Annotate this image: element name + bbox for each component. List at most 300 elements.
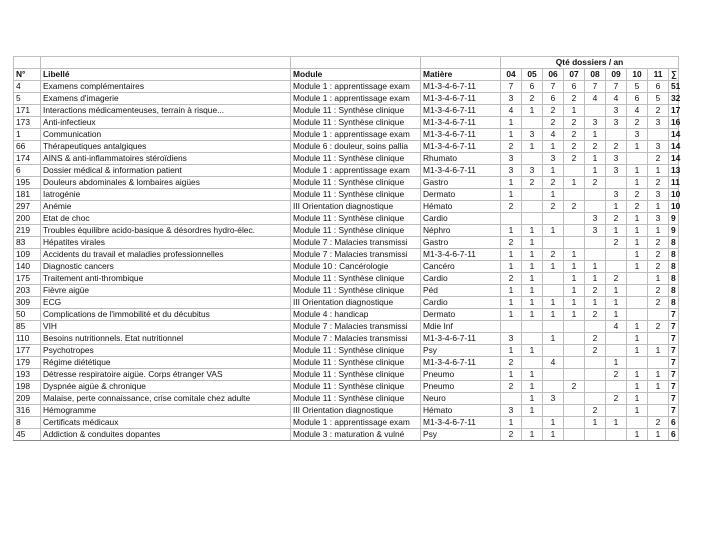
cell-label[interactable]: Thérapeutiques antalgiques — [41, 141, 291, 153]
cell-label[interactable]: Besoins nutritionnels. Etat nutritionnel — [41, 333, 291, 345]
cell-subject[interactable]: Péd — [421, 285, 501, 297]
cell-year-count[interactable]: 1 — [606, 297, 627, 309]
cell-num[interactable]: 6 — [14, 165, 41, 177]
cell-total[interactable]: 13 — [669, 165, 679, 177]
table-row[interactable] — [14, 225, 679, 237]
cell-label[interactable]: Traitement anti-thrombique — [41, 273, 291, 285]
cell-year-count[interactable] — [648, 309, 669, 321]
cell-total[interactable]: 8 — [669, 273, 679, 285]
cell-year-count[interactable] — [522, 201, 543, 213]
cell-year-count[interactable]: 2 — [543, 177, 564, 189]
cell-subject[interactable]: Cardio — [421, 297, 501, 309]
cell-year-count[interactable]: 1 — [522, 297, 543, 309]
cell-year-count[interactable]: 1 — [627, 321, 648, 333]
cell-subject[interactable]: Dermato — [421, 309, 501, 321]
table-row[interactable] — [14, 333, 679, 345]
cell-module[interactable]: Module 1 : apprentissage exam — [291, 417, 421, 429]
cell-num[interactable]: 4 — [14, 81, 41, 93]
cell-module[interactable]: III Orientation diagnostique — [291, 297, 421, 309]
cell-subject[interactable]: Pneumo — [421, 381, 501, 393]
cell-year-count[interactable]: 1 — [648, 273, 669, 285]
cell-year-count[interactable] — [501, 213, 522, 225]
cell-year-count[interactable]: 3 — [606, 165, 627, 177]
cell-year-count[interactable]: 5 — [648, 93, 669, 105]
cell-year-count[interactable]: 1 — [648, 369, 669, 381]
col-header-label[interactable]: Libellé — [41, 69, 291, 81]
cell-year-count[interactable] — [648, 129, 669, 141]
cell-year-count[interactable]: 2 — [543, 201, 564, 213]
cell-year-count[interactable] — [564, 417, 585, 429]
cell-module[interactable]: Module 11 : Synthèse clinique — [291, 225, 421, 237]
table-row[interactable] — [14, 129, 679, 141]
cell-year-count[interactable] — [648, 393, 669, 405]
cell-year-count[interactable]: 1 — [543, 141, 564, 153]
cell-year-count[interactable]: 1 — [501, 129, 522, 141]
cell-year-count[interactable]: 6 — [648, 81, 669, 93]
cell-year-count[interactable]: 4 — [606, 93, 627, 105]
cell-year-count[interactable]: 1 — [543, 261, 564, 273]
cell-year-count[interactable] — [606, 345, 627, 357]
cell-year-count[interactable]: 1 — [522, 345, 543, 357]
cell-module[interactable]: Module 10 : Cancérologie — [291, 261, 421, 273]
cell-year-count[interactable]: 2 — [501, 237, 522, 249]
cell-label[interactable]: Psychotropes — [41, 345, 291, 357]
cell-year-count[interactable]: 2 — [501, 141, 522, 153]
cell-year-count[interactable] — [585, 381, 606, 393]
cell-year-count[interactable] — [564, 237, 585, 249]
cell-year-count[interactable] — [585, 249, 606, 261]
cell-year-count[interactable] — [543, 345, 564, 357]
cell-year-count[interactable]: 1 — [501, 177, 522, 189]
cell-year-count[interactable]: 1 — [585, 261, 606, 273]
cell-year-count[interactable]: 1 — [543, 309, 564, 321]
cell-year-count[interactable] — [522, 333, 543, 345]
cell-year-count[interactable]: 2 — [585, 285, 606, 297]
table-row[interactable] — [14, 417, 679, 429]
cell-subject[interactable]: M1-3-4-6-7-11 — [421, 357, 501, 369]
cell-num[interactable]: 45 — [14, 429, 41, 441]
table-row[interactable] — [14, 189, 679, 201]
cell-year-count[interactable]: 3 — [522, 129, 543, 141]
cell-module[interactable]: Module 11 : Synthèse clinique — [291, 369, 421, 381]
cell-year-count[interactable]: 1 — [606, 285, 627, 297]
cell-year-count[interactable]: 2 — [627, 117, 648, 129]
cell-total[interactable]: 7 — [669, 405, 679, 417]
cell-year-count[interactable]: 1 — [606, 357, 627, 369]
cell-total[interactable]: 10 — [669, 201, 679, 213]
cell-total[interactable]: 7 — [669, 321, 679, 333]
cell-year-count[interactable]: 3 — [627, 129, 648, 141]
cell-module[interactable]: III Orientation diagnostique — [291, 405, 421, 417]
cell-subject[interactable]: Psy — [421, 429, 501, 441]
cell-year-count[interactable] — [522, 189, 543, 201]
cell-year-count[interactable]: 1 — [627, 141, 648, 153]
cell-year-count[interactable]: 2 — [585, 333, 606, 345]
cell-total[interactable]: 10 — [669, 189, 679, 201]
cell-year-count[interactable] — [564, 357, 585, 369]
cell-year-count[interactable]: 1 — [585, 273, 606, 285]
cell-label[interactable]: Troubles équilibre acido-basique & désordres hydro-élec. — [41, 225, 291, 237]
cell-total[interactable]: 8 — [669, 237, 679, 249]
cell-year-count[interactable]: 2 — [501, 429, 522, 441]
cell-num[interactable]: 200 — [14, 213, 41, 225]
cell-label[interactable]: AINS & anti-inflammatoires stéroïdiens — [41, 153, 291, 165]
cell-label[interactable]: Régime diététique — [41, 357, 291, 369]
cell-subject[interactable]: Pneumo — [421, 369, 501, 381]
cell-year-count[interactable]: 3 — [501, 153, 522, 165]
cell-year-count[interactable]: 4 — [543, 357, 564, 369]
cell-num[interactable]: 50 — [14, 309, 41, 321]
cell-year-count[interactable]: 2 — [564, 129, 585, 141]
cell-year-count[interactable]: 1 — [627, 381, 648, 393]
cell-year-count[interactable]: 1 — [585, 165, 606, 177]
cell-year-count[interactable] — [522, 417, 543, 429]
cell-module[interactable]: Module 7 : Malacies transmissi — [291, 321, 421, 333]
cell-year-count[interactable] — [585, 237, 606, 249]
cell-module[interactable]: Module 1 : apprentissage exam — [291, 165, 421, 177]
cell-year-count[interactable]: 4 — [543, 129, 564, 141]
cell-year-count[interactable]: 1 — [522, 393, 543, 405]
col-header-year[interactable]: 08 — [585, 69, 606, 81]
cell-subject[interactable]: M1-3-4-6-7-11 — [421, 93, 501, 105]
cell-year-count[interactable]: 6 — [543, 93, 564, 105]
cell-year-count[interactable]: 1 — [501, 297, 522, 309]
cell-module[interactable]: Module 11 : Synthèse clinique — [291, 381, 421, 393]
cell-subject[interactable]: Cardio — [421, 213, 501, 225]
cell-year-count[interactable]: 4 — [606, 321, 627, 333]
cell-year-count[interactable]: 1 — [606, 309, 627, 321]
cell-year-count[interactable]: 2 — [543, 105, 564, 117]
cell-num[interactable]: 83 — [14, 237, 41, 249]
cell-module[interactable]: Module 11 : Synthèse clinique — [291, 213, 421, 225]
cell-module[interactable]: Module 11 : Synthèse clinique — [291, 393, 421, 405]
cell-total[interactable]: 7 — [669, 345, 679, 357]
cell-total[interactable]: 7 — [669, 357, 679, 369]
cell-year-count[interactable] — [564, 393, 585, 405]
cell-subject[interactable]: Néphro — [421, 225, 501, 237]
cell-num[interactable]: 110 — [14, 333, 41, 345]
cell-year-count[interactable] — [606, 129, 627, 141]
cell-year-count[interactable]: 1 — [585, 153, 606, 165]
cell-year-count[interactable]: 3 — [606, 117, 627, 129]
cell-year-count[interactable]: 3 — [648, 213, 669, 225]
table-row[interactable] — [14, 213, 679, 225]
cell-num[interactable]: 175 — [14, 273, 41, 285]
cell-module[interactable]: Module 4 : handicap — [291, 309, 421, 321]
cell-year-count[interactable]: 1 — [522, 429, 543, 441]
table-row[interactable] — [14, 285, 679, 297]
cell-num[interactable]: 297 — [14, 201, 41, 213]
cell-total[interactable]: 7 — [669, 333, 679, 345]
cell-year-count[interactable]: 2 — [606, 141, 627, 153]
cell-label[interactable]: Complications de l'immobilité et du décubitus — [41, 309, 291, 321]
table-row[interactable] — [14, 309, 679, 321]
cell-year-count[interactable]: 2 — [648, 237, 669, 249]
cell-year-count[interactable]: 2 — [648, 153, 669, 165]
cell-module[interactable]: Module 11 : Synthèse clinique — [291, 117, 421, 129]
cell-year-count[interactable] — [585, 189, 606, 201]
cell-year-count[interactable] — [564, 429, 585, 441]
cell-year-count[interactable]: 1 — [522, 261, 543, 273]
cell-label[interactable]: Anti-infectieux — [41, 117, 291, 129]
cell-year-count[interactable]: 3 — [648, 141, 669, 153]
cell-year-count[interactable]: 1 — [522, 237, 543, 249]
cell-year-count[interactable]: 1 — [564, 273, 585, 285]
cell-year-count[interactable]: 2 — [606, 213, 627, 225]
cell-year-count[interactable]: 2 — [648, 285, 669, 297]
cell-label[interactable]: Interactions médicamenteuses, terrain à risque... — [41, 105, 291, 117]
cell-subject[interactable]: Rhumato — [421, 153, 501, 165]
cell-module[interactable]: Module 1 : apprentissage exam — [291, 129, 421, 141]
cell-year-count[interactable]: 2 — [606, 273, 627, 285]
cell-year-count[interactable]: 2 — [648, 105, 669, 117]
cell-subject[interactable]: Cardio — [421, 273, 501, 285]
table-row[interactable] — [14, 345, 679, 357]
cell-year-count[interactable] — [564, 405, 585, 417]
cell-year-count[interactable] — [606, 333, 627, 345]
cell-year-count[interactable]: 1 — [627, 261, 648, 273]
cell-year-count[interactable]: 3 — [543, 393, 564, 405]
cell-year-count[interactable] — [564, 165, 585, 177]
cell-total[interactable]: 6 — [669, 417, 679, 429]
cell-year-count[interactable]: 3 — [501, 165, 522, 177]
cell-year-count[interactable]: 2 — [564, 93, 585, 105]
table-row[interactable] — [14, 381, 679, 393]
cell-year-count[interactable] — [627, 297, 648, 309]
table-row[interactable] — [14, 93, 679, 105]
cell-num[interactable]: 109 — [14, 249, 41, 261]
cell-year-count[interactable]: 2 — [648, 177, 669, 189]
cell-year-count[interactable] — [585, 357, 606, 369]
cell-year-count[interactable]: 3 — [501, 405, 522, 417]
cell-num[interactable]: 179 — [14, 357, 41, 369]
cell-total[interactable]: 9 — [669, 225, 679, 237]
cell-year-count[interactable]: 1 — [648, 345, 669, 357]
cell-year-count[interactable]: 1 — [648, 225, 669, 237]
cell-year-count[interactable] — [606, 405, 627, 417]
cell-year-count[interactable] — [501, 393, 522, 405]
cell-total[interactable]: 51 — [669, 81, 679, 93]
cell-year-count[interactable] — [522, 321, 543, 333]
cell-subject[interactable]: Psy — [421, 345, 501, 357]
cell-module[interactable]: Module 11 : Synthèse clinique — [291, 285, 421, 297]
cell-subject[interactable]: Mdie Inf — [421, 321, 501, 333]
cell-total[interactable]: 9 — [669, 213, 679, 225]
cell-year-count[interactable]: 2 — [564, 381, 585, 393]
table-row[interactable] — [14, 249, 679, 261]
cell-year-count[interactable]: 1 — [585, 297, 606, 309]
cell-label[interactable]: Accidents du travail et maladies professionnelles — [41, 249, 291, 261]
table-row[interactable] — [14, 117, 679, 129]
cell-year-count[interactable]: 2 — [585, 177, 606, 189]
cell-subject[interactable]: Neuro — [421, 393, 501, 405]
cell-total[interactable]: 14 — [669, 141, 679, 153]
cell-year-count[interactable]: 1 — [564, 285, 585, 297]
cell-label[interactable]: Dossier médical & information patient — [41, 165, 291, 177]
table-row[interactable] — [14, 105, 679, 117]
cell-year-count[interactable]: 1 — [522, 225, 543, 237]
cell-year-count[interactable]: 1 — [501, 345, 522, 357]
cell-year-count[interactable]: 1 — [627, 393, 648, 405]
cell-year-count[interactable]: 1 — [501, 417, 522, 429]
cell-year-count[interactable] — [648, 333, 669, 345]
cell-total[interactable]: 6 — [669, 429, 679, 441]
cell-module[interactable]: Module 1 : apprentissage exam — [291, 81, 421, 93]
cell-year-count[interactable] — [543, 405, 564, 417]
table-row[interactable] — [14, 429, 679, 441]
table-row[interactable] — [14, 141, 679, 153]
cell-subject[interactable]: M1-3-4-6-7-11 — [421, 81, 501, 93]
cell-year-count[interactable] — [585, 369, 606, 381]
table-row[interactable] — [14, 81, 679, 93]
cell-total[interactable]: 32 — [669, 93, 679, 105]
cell-year-count[interactable]: 7 — [606, 81, 627, 93]
cell-num[interactable]: 85 — [14, 321, 41, 333]
col-header-year[interactable]: 06 — [543, 69, 564, 81]
cell-year-count[interactable]: 2 — [585, 141, 606, 153]
cell-subject[interactable]: Gastro — [421, 237, 501, 249]
cell-year-count[interactable]: 1 — [648, 201, 669, 213]
cell-year-count[interactable]: 1 — [522, 141, 543, 153]
cell-year-count[interactable]: 6 — [522, 81, 543, 93]
table-row[interactable] — [14, 297, 679, 309]
cell-year-count[interactable]: 2 — [585, 309, 606, 321]
cell-year-count[interactable]: 2 — [606, 393, 627, 405]
cell-num[interactable]: 181 — [14, 189, 41, 201]
cell-year-count[interactable]: 1 — [501, 249, 522, 261]
cell-year-count[interactable]: 1 — [522, 105, 543, 117]
cell-year-count[interactable]: 1 — [543, 297, 564, 309]
cell-label[interactable]: ECG — [41, 297, 291, 309]
cell-year-count[interactable]: 1 — [543, 429, 564, 441]
cell-year-count[interactable]: 3 — [648, 189, 669, 201]
cell-subject[interactable]: M1-3-4-6-7-11 — [421, 105, 501, 117]
col-header-total[interactable]: ∑ — [669, 69, 679, 81]
cell-label[interactable]: Certificats médicaux — [41, 417, 291, 429]
cell-year-count[interactable]: 1 — [543, 189, 564, 201]
cell-year-count[interactable] — [543, 213, 564, 225]
cell-label[interactable]: Malaise, perte connaissance, crise comitale chez adulte — [41, 393, 291, 405]
cell-label[interactable]: Hémogramme — [41, 405, 291, 417]
cell-year-count[interactable]: 1 — [627, 177, 648, 189]
cell-year-count[interactable]: 1 — [627, 429, 648, 441]
cell-year-count[interactable]: 3 — [501, 333, 522, 345]
cell-year-count[interactable] — [564, 333, 585, 345]
cell-module[interactable]: Module 11 : Synthèse clinique — [291, 273, 421, 285]
cell-module[interactable]: Module 11 : Synthèse clinique — [291, 153, 421, 165]
cell-year-count[interactable]: 4 — [627, 105, 648, 117]
cell-year-count[interactable] — [648, 405, 669, 417]
cell-num[interactable]: 140 — [14, 261, 41, 273]
cell-year-count[interactable]: 1 — [543, 165, 564, 177]
cell-year-count[interactable]: 2 — [606, 369, 627, 381]
cell-year-count[interactable] — [543, 381, 564, 393]
cell-module[interactable]: Module 7 : Malacies transmissi — [291, 249, 421, 261]
cell-num[interactable]: 203 — [14, 285, 41, 297]
col-header-year[interactable]: 10 — [627, 69, 648, 81]
cell-year-count[interactable]: 6 — [627, 93, 648, 105]
cell-label[interactable]: Fièvre aigüe — [41, 285, 291, 297]
cell-subject[interactable]: M1-3-4-6-7-11 — [421, 129, 501, 141]
table-row[interactable] — [14, 177, 679, 189]
cell-year-count[interactable]: 1 — [522, 309, 543, 321]
cell-year-count[interactable] — [627, 417, 648, 429]
cell-label[interactable]: VIH — [41, 321, 291, 333]
cell-year-count[interactable]: 2 — [648, 249, 669, 261]
cell-year-count[interactable]: 1 — [522, 249, 543, 261]
cell-total[interactable]: 16 — [669, 117, 679, 129]
cell-year-count[interactable]: 1 — [564, 297, 585, 309]
cell-year-count[interactable]: 2 — [648, 417, 669, 429]
cell-year-count[interactable] — [606, 249, 627, 261]
cell-year-count[interactable]: 2 — [522, 93, 543, 105]
cell-year-count[interactable]: 1 — [543, 225, 564, 237]
cell-label[interactable]: Anémie — [41, 201, 291, 213]
cell-num[interactable]: 173 — [14, 117, 41, 129]
cell-year-count[interactable] — [585, 105, 606, 117]
cell-module[interactable]: Module 7 : Malacies transmissi — [291, 237, 421, 249]
col-header-year[interactable]: 05 — [522, 69, 543, 81]
cell-year-count[interactable]: 4 — [501, 105, 522, 117]
cell-year-count[interactable]: 2 — [648, 261, 669, 273]
cell-year-count[interactable] — [522, 117, 543, 129]
cell-year-count[interactable]: 1 — [627, 345, 648, 357]
cell-year-count[interactable]: 1 — [522, 369, 543, 381]
cell-year-count[interactable]: 1 — [627, 225, 648, 237]
cell-year-count[interactable]: 1 — [606, 201, 627, 213]
cell-year-count[interactable] — [564, 225, 585, 237]
cell-num[interactable]: 195 — [14, 177, 41, 189]
cell-module[interactable]: Module 7 : Malacies transmissi — [291, 333, 421, 345]
cell-num[interactable]: 8 — [14, 417, 41, 429]
cell-label[interactable]: Addiction & conduites dopantes — [41, 429, 291, 441]
cell-subject[interactable]: Dermato — [421, 189, 501, 201]
cell-year-count[interactable]: 3 — [522, 165, 543, 177]
cell-year-count[interactable]: 2 — [543, 249, 564, 261]
cell-year-count[interactable] — [606, 381, 627, 393]
cell-year-count[interactable]: 2 — [564, 153, 585, 165]
cell-year-count[interactable]: 2 — [564, 201, 585, 213]
cell-module[interactable]: Module 11 : Synthèse clinique — [291, 177, 421, 189]
cell-module[interactable]: Module 6 : douleur, soins pallia — [291, 141, 421, 153]
cell-module[interactable]: Module 11 : Synthèse clinique — [291, 105, 421, 117]
cell-year-count[interactable]: 1 — [522, 381, 543, 393]
cell-year-count[interactable] — [543, 369, 564, 381]
cell-year-count[interactable] — [543, 273, 564, 285]
cell-year-count[interactable]: 1 — [564, 261, 585, 273]
cell-year-count[interactable]: 7 — [543, 81, 564, 93]
cell-num[interactable]: 177 — [14, 345, 41, 357]
cell-label[interactable]: Détresse respiratoire aigüe. Corps étranger VAS — [41, 369, 291, 381]
cell-subject[interactable]: M1-3-4-6-7-11 — [421, 249, 501, 261]
cell-label[interactable]: Dyspnée aigüe & chronique — [41, 381, 291, 393]
cell-year-count[interactable] — [585, 393, 606, 405]
cell-year-count[interactable]: 1 — [522, 405, 543, 417]
cell-year-count[interactable]: 1 — [627, 213, 648, 225]
cell-module[interactable]: Module 11 : Synthèse clinique — [291, 357, 421, 369]
cell-year-count[interactable]: 2 — [606, 237, 627, 249]
cell-year-count[interactable] — [585, 321, 606, 333]
col-header-subject[interactable]: Matière — [421, 69, 501, 81]
cell-year-count[interactable]: 1 — [648, 429, 669, 441]
cell-total[interactable]: 7 — [669, 309, 679, 321]
cell-year-count[interactable]: 1 — [648, 165, 669, 177]
table-row[interactable] — [14, 393, 679, 405]
cell-year-count[interactable]: 1 — [501, 309, 522, 321]
cell-year-count[interactable] — [522, 153, 543, 165]
cell-total[interactable]: 14 — [669, 129, 679, 141]
cell-year-count[interactable] — [627, 273, 648, 285]
